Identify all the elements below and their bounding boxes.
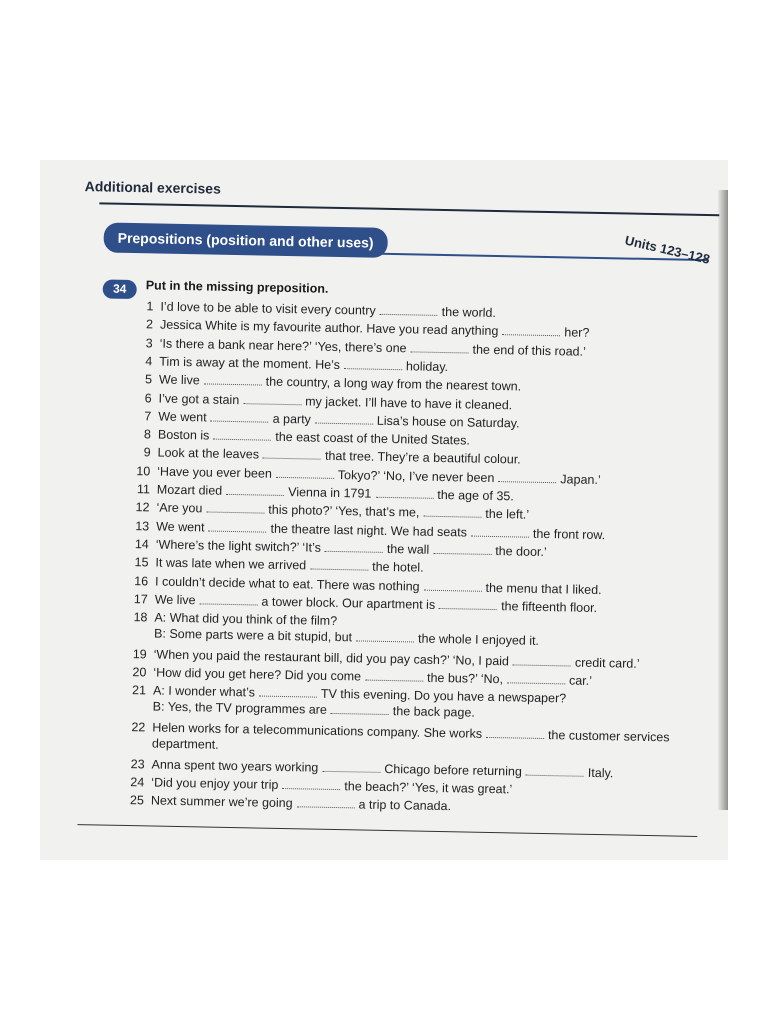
item-text: Mozart died	[156, 482, 223, 498]
item-text: car.’	[568, 673, 593, 688]
answer-blank[interactable]	[365, 670, 423, 682]
answer-blank[interactable]	[213, 429, 271, 441]
exercise-number-badge: 34	[103, 279, 137, 299]
item-number: 7	[144, 409, 152, 424]
item-text: Tokyo?’ ‘No, I’ve never been	[337, 467, 495, 485]
answer-blank[interactable]	[486, 727, 544, 739]
answer-blank[interactable]	[315, 412, 373, 424]
answer-blank[interactable]	[439, 598, 497, 610]
item-text: ‘Is there a bank near here?’ ‘Yes, there’s one	[159, 336, 407, 355]
item-text: B: Some parts were a bit stupid, but	[153, 626, 353, 645]
item-number: 2	[145, 317, 154, 332]
item-number: 24	[130, 774, 145, 790]
item-text: ‘Have you ever been	[157, 464, 273, 481]
item-text: department.	[151, 736, 219, 752]
page-content	[67, 170, 720, 862]
item-text: ‘Are you	[156, 500, 203, 516]
item-number: 8	[143, 427, 152, 442]
item-text: It was late when we arrived	[155, 555, 307, 573]
answer-blank[interactable]	[526, 764, 584, 776]
item-text: We went	[156, 519, 205, 535]
answer-blank[interactable]	[411, 341, 469, 353]
item-text: the left.’	[485, 507, 530, 522]
item-text: Vienna in 1791	[288, 485, 372, 501]
item-text: credit card.’	[574, 655, 640, 671]
item-text: a tower block. Our apartment is	[261, 594, 436, 612]
item-text: the country, a long way from the nearest town.	[265, 374, 522, 394]
answer-blank[interactable]	[325, 541, 383, 553]
item-text: A: What did you think of the film?	[154, 610, 338, 629]
item-text: the end of this road.’	[472, 342, 586, 359]
answer-blank[interactable]	[375, 487, 433, 499]
answer-blank[interactable]	[259, 686, 317, 698]
answer-blank[interactable]	[208, 520, 266, 532]
item-text: the hotel.	[372, 559, 424, 575]
item-text: the customer services	[547, 727, 670, 745]
item-number: 12	[135, 500, 150, 515]
item-text: the menu that I liked.	[485, 580, 602, 597]
item-text: We went	[158, 409, 207, 425]
item-number: 14	[134, 537, 149, 552]
answer-blank[interactable]	[423, 506, 481, 518]
item-number: 15	[134, 555, 149, 570]
item-text: her?	[564, 325, 590, 341]
item-text: the world.	[441, 304, 497, 321]
page-header-title: Additional exercises	[84, 178, 221, 197]
item-number: 1	[146, 299, 154, 314]
item-text: holiday.	[405, 359, 449, 374]
item-text: Anna spent two years working	[151, 756, 319, 775]
item-text: the bus?’ ‘No,	[426, 670, 504, 687]
item-text: I’ve got a stain	[158, 391, 240, 407]
exercise-item	[121, 609, 539, 649]
answer-blank[interactable]	[331, 703, 389, 715]
answer-blank[interactable]	[433, 543, 491, 555]
exercise-item	[119, 719, 670, 762]
item-text: We live	[158, 372, 200, 388]
item-number: 11	[136, 482, 151, 497]
item-text: I’d love to be able to visit every country	[160, 299, 376, 318]
bottom-rule	[77, 824, 697, 837]
item-text: Tim is away at the moment. He’s	[159, 354, 341, 372]
item-text: the door.’	[495, 543, 547, 559]
item-text: the front row.	[532, 526, 606, 542]
item-text: B: Yes, the TV programmes are	[152, 699, 327, 718]
item-text: Italy.	[587, 765, 614, 780]
answer-blank[interactable]	[513, 654, 571, 666]
item-text: TV this evening. Do you have a newspaper?	[320, 687, 567, 706]
answer-blank[interactable]	[356, 630, 414, 642]
item-text: ‘Did you enjoy your trip	[151, 775, 279, 792]
item-text: Helen works for a telecommunications company. She works	[152, 720, 483, 741]
item-text: ‘How did you get here? Did you come	[153, 665, 362, 684]
item-text: Look at the leaves	[157, 445, 260, 462]
item-text: I couldn’t decide what to eat. There was nothing	[154, 574, 420, 594]
answer-blank[interactable]	[502, 324, 560, 336]
item-text: the whole I enjoyed it.	[417, 631, 540, 648]
answer-blank[interactable]	[507, 672, 565, 684]
item-number: 21	[131, 683, 147, 698]
item-text: the beach?’ ‘Yes, it was great.’	[344, 778, 513, 797]
units-label: Units 123–128	[623, 232, 712, 267]
item-number: 25	[129, 793, 145, 808]
header-rule	[99, 202, 719, 216]
item-text: Japan.’	[560, 471, 601, 487]
answer-blank[interactable]	[310, 559, 368, 571]
answer-blank[interactable]	[424, 579, 482, 591]
item-text: the back page.	[392, 704, 475, 720]
answer-blank[interactable]	[344, 358, 402, 370]
item-number: 3	[145, 335, 153, 351]
item-subline	[121, 625, 539, 649]
section-title: Prepositions (position and other uses)	[103, 222, 387, 257]
item-text: the east coast of the United States.	[275, 429, 470, 448]
item-text: Chicago before returning	[384, 761, 523, 779]
item-text: Next summer we’re going	[150, 793, 293, 811]
item-number: 23	[130, 756, 145, 771]
item-number: 20	[132, 665, 147, 680]
item-text: the wall	[386, 541, 430, 557]
item-text: that tree. They’re a beautiful colour.	[324, 449, 521, 467]
answer-blank[interactable]	[204, 374, 262, 386]
item-text: ‘Where’s the light switch?’ ‘It’s	[155, 537, 322, 555]
item-text: this photo?’ ‘Yes, that’s me,	[268, 502, 420, 520]
item-number: 9	[143, 445, 151, 460]
exercise-item	[120, 682, 567, 723]
item-number: 16	[134, 573, 149, 588]
item-number: 10	[136, 463, 151, 479]
exercise-instruction: Put in the missing preposition.	[145, 278, 329, 296]
item-text: Jessica White is my favourite author. Have you read anything	[159, 317, 499, 339]
answer-blank[interactable]	[276, 467, 334, 479]
item-text: a trip to Canada.	[358, 797, 452, 814]
page-edge-shadow	[718, 190, 728, 810]
item-text: a party	[272, 411, 312, 427]
answer-blank[interactable]	[380, 304, 438, 316]
exercise-item	[118, 792, 451, 814]
item-number: 4	[145, 354, 153, 369]
answer-blank[interactable]	[498, 471, 556, 483]
item-number: 18	[133, 610, 148, 625]
item-text: the age of 35.	[437, 487, 514, 504]
item-number: 19	[132, 646, 147, 662]
item-text: the theatre last night. We had seats	[270, 521, 468, 540]
answer-blank[interactable]	[211, 410, 269, 422]
item-text: A: I wonder what’s	[152, 683, 256, 700]
answer-blank[interactable]	[199, 593, 257, 605]
item-text: We live	[154, 592, 196, 608]
item-text: the fifteenth floor.	[501, 598, 598, 615]
item-text: ‘When you paid the restaurant bill, did you pay cash?’ ‘No, I paid	[153, 647, 510, 669]
item-number: 13	[135, 518, 150, 533]
answer-blank[interactable]	[322, 760, 380, 772]
answer-blank[interactable]	[282, 778, 340, 790]
item-number: 5	[144, 372, 153, 387]
answer-blank[interactable]	[471, 525, 529, 537]
answer-blank[interactable]	[226, 484, 284, 496]
item-number: 17	[133, 591, 148, 607]
answer-blank[interactable]	[206, 502, 264, 514]
item-text: Boston is	[157, 427, 210, 443]
item-number: 22	[131, 719, 146, 735]
answer-blank[interactable]	[243, 393, 301, 405]
item-number: 6	[144, 390, 152, 405]
answer-blank[interactable]	[297, 796, 355, 808]
item-text: Lisa’s house on Saturday.	[376, 413, 520, 431]
answer-blank[interactable]	[263, 448, 321, 460]
item-text: my jacket. I’ll have to have it cleaned.	[305, 393, 513, 412]
